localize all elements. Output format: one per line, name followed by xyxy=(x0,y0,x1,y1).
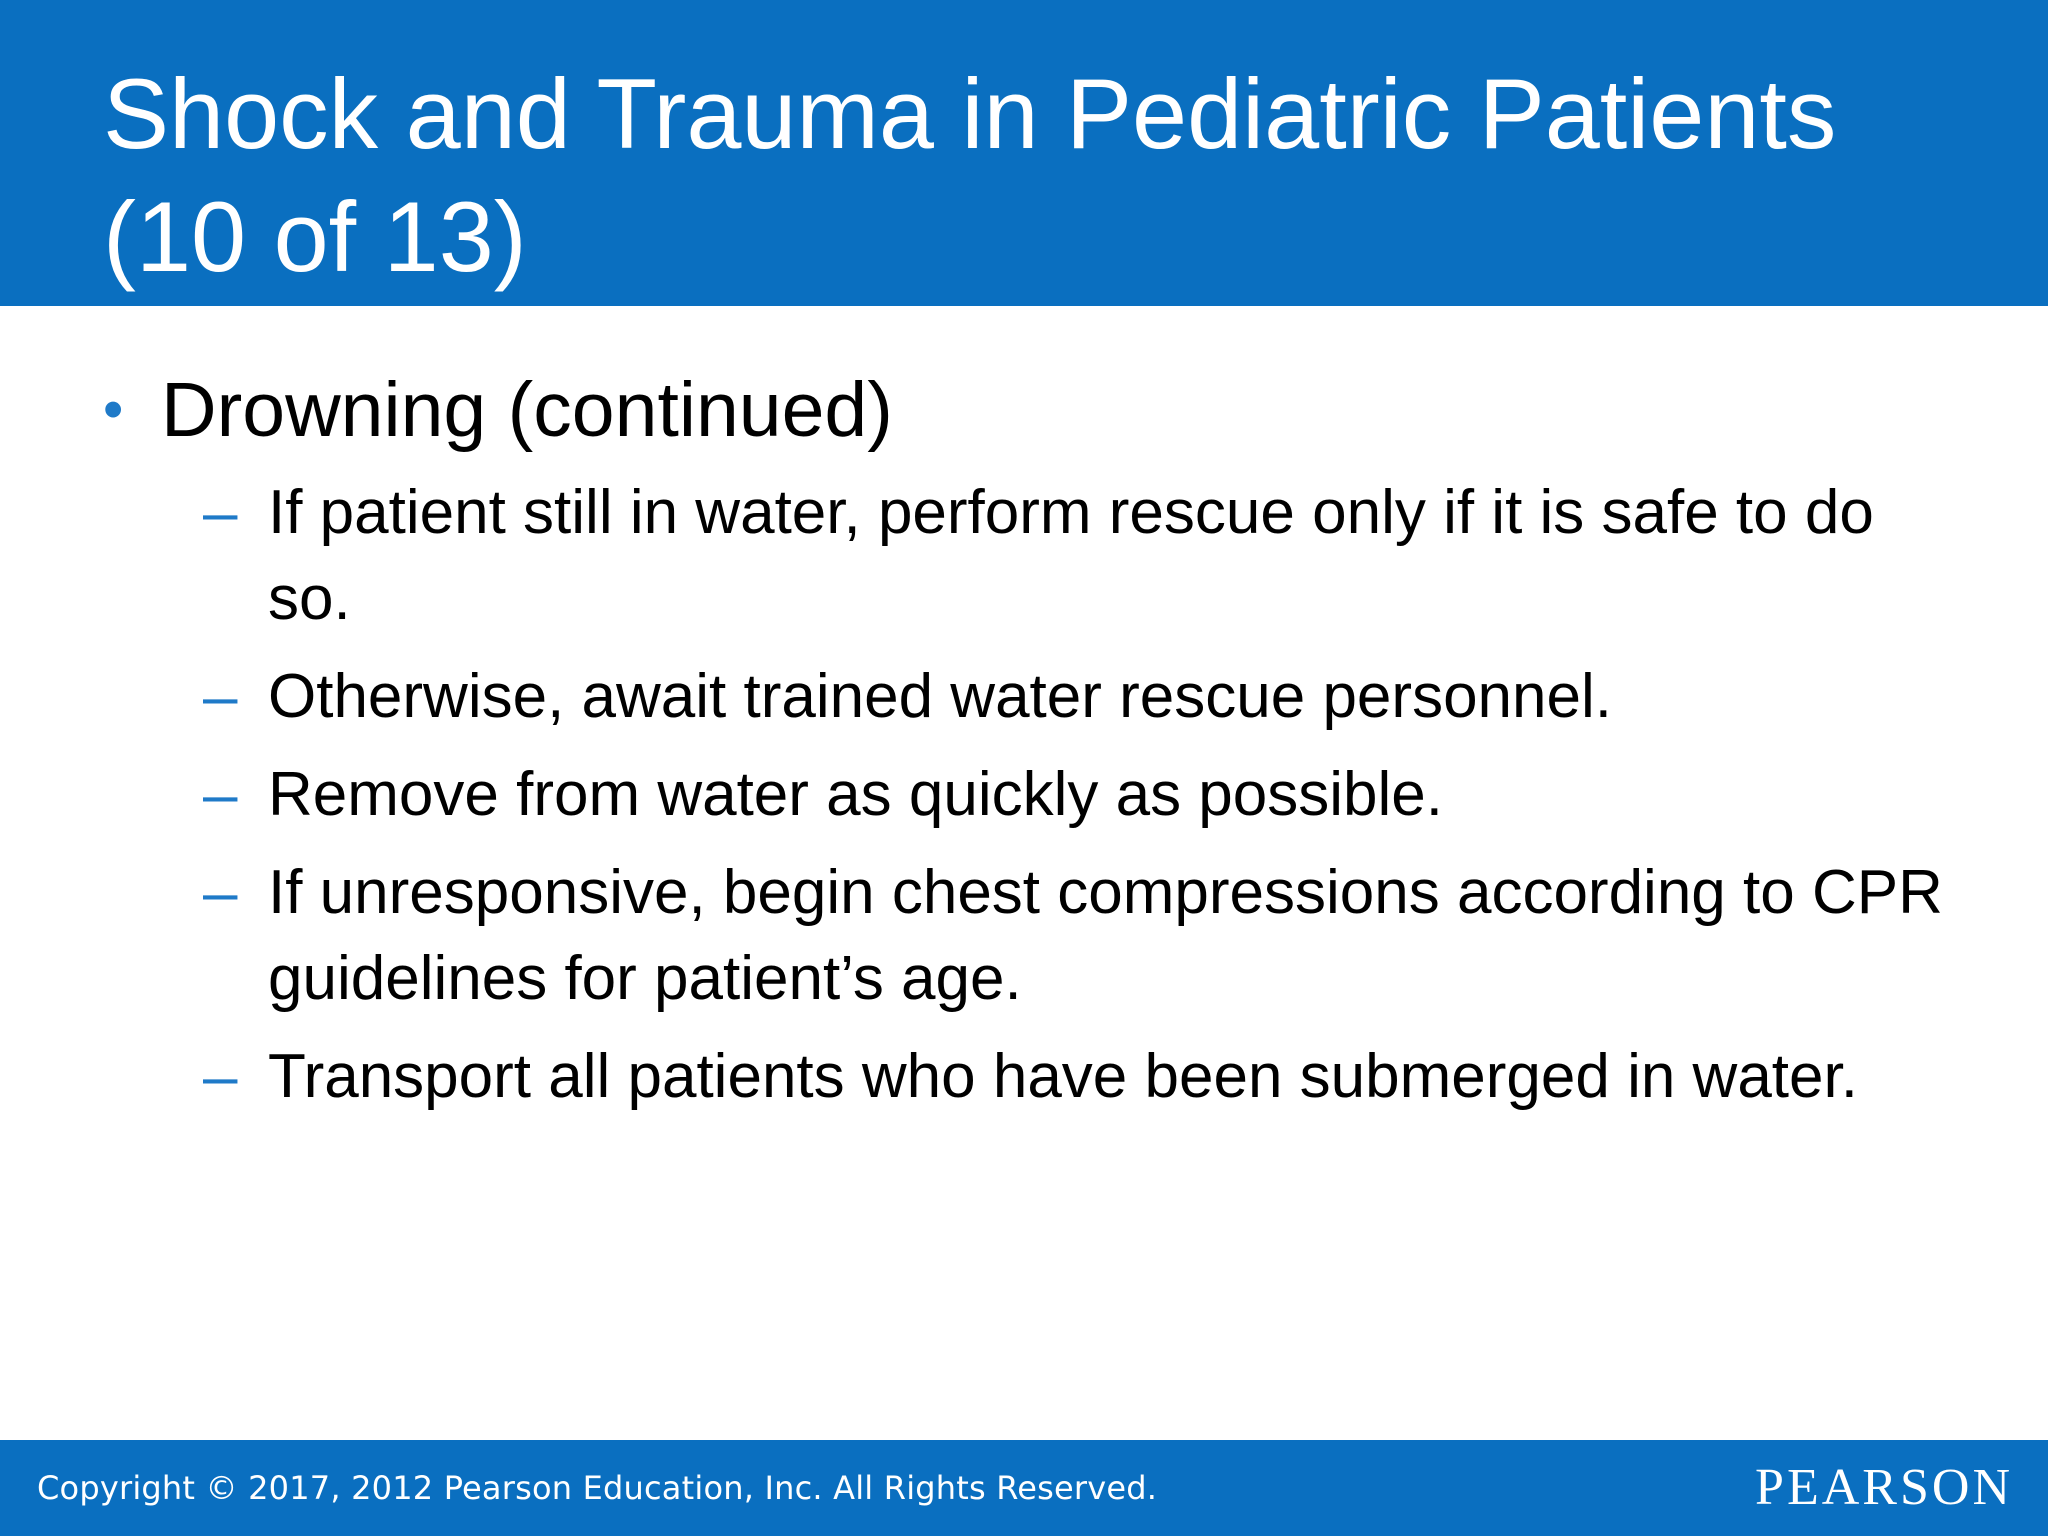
sub-bullet-text: Otherwise, await trained water rescue personnel. xyxy=(268,662,1612,731)
sub-bullet-item xyxy=(203,470,1973,642)
main-bullet xyxy=(103,360,2003,460)
sub-bullet-text: If patient still in water, perform rescue only if it is safe to do so. xyxy=(268,478,1874,633)
sub-bullet-text: Transport all patients who have been submerged in water. xyxy=(268,1042,1858,1111)
sub-bullet-item xyxy=(203,850,1973,1022)
dash-marker: – xyxy=(203,478,238,547)
pearson-logo: PEARSON xyxy=(1755,1459,2013,1516)
sub-bullet-item xyxy=(203,654,1973,740)
bullet-marker: • xyxy=(103,377,124,442)
sub-bullet-list xyxy=(203,470,1973,1132)
sub-bullet-item xyxy=(203,1034,1973,1120)
dash-marker: – xyxy=(203,760,238,829)
copyright-notice: Copyright © 2017, 2012 Pearson Education, Inc. All Rights Reserved. xyxy=(37,1469,1158,1507)
dash-marker: – xyxy=(203,1042,238,1111)
dash-marker: – xyxy=(203,858,238,927)
sub-bullet-text: Remove from water as quickly as possible. xyxy=(268,760,1444,829)
footer-bar xyxy=(0,1440,2048,1536)
sub-bullet-text: If unresponsive, begin chest compressions according to CPR guidelines for patient’s age. xyxy=(268,858,1943,1013)
dash-marker: – xyxy=(203,662,238,731)
main-bullet-text: Drowning (continued) xyxy=(161,367,893,453)
slide-title: Shock and Trauma in Pediatric Patients (10 of 13) xyxy=(103,58,1837,292)
sub-bullet-item xyxy=(203,752,1973,838)
